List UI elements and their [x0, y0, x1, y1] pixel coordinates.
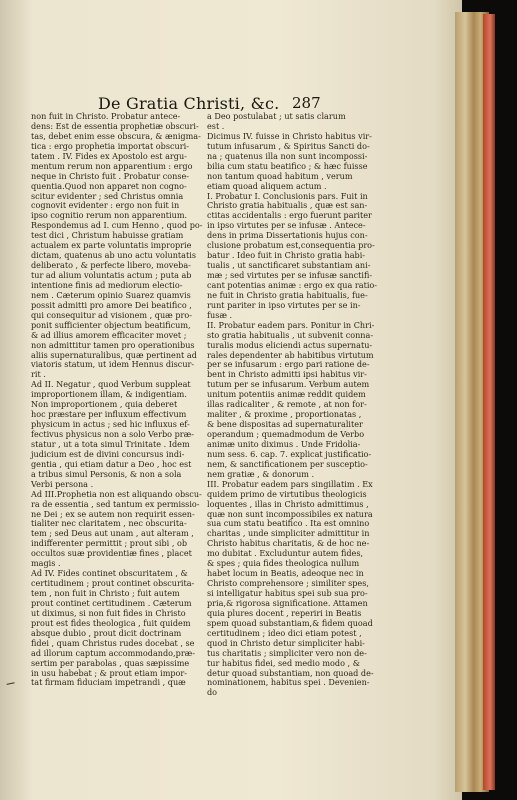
- text-line: dens in prima Dissertationis hujus con-: [207, 230, 368, 241]
- text-line: unitum potentiis animæ reddit quidem: [207, 389, 366, 400]
- text-line: nem . Cæterum opinio Suarez quamvis: [31, 289, 191, 300]
- text-line: batur . Ideo fuit in Christo gratia habi-: [207, 250, 366, 261]
- text-line: nominationem, habitus spei . Devenien-: [207, 677, 370, 688]
- text-line: cant potentias animæ : ergo ex qua ratio-: [207, 279, 378, 290]
- text-line: & bene dispositas ad supernaturaliter: [207, 419, 363, 430]
- text-line: Ad II. Negatur , quod Verbum suppleat: [31, 379, 191, 390]
- text-line: absque dubio , prout dicit doctrinam: [31, 627, 182, 638]
- text-line: tur ad alium voluntatis actum ; puta ab: [31, 270, 192, 280]
- text-line: na ; quatenus illa non sunt incompossi-: [207, 150, 368, 161]
- text-line: tualis , ut sanctificaret substantiam ani-: [207, 260, 371, 271]
- text-line: loquentes , illas in Christo admittimus ,: [207, 498, 369, 509]
- text-line: tutum infusarum , & Spiritus Sancti do-: [207, 140, 370, 151]
- text-line: nem, & sanctificationem per susceptio-: [207, 458, 368, 469]
- text-line: ipso cognitio rerum non apparentium.: [31, 210, 188, 221]
- text-line: ut diximus, si non fuit fides in Christo: [31, 607, 186, 618]
- page-number: 287: [292, 94, 321, 112]
- text-line: Ad III.Prophetia non est aliquando obscu-: [31, 488, 202, 499]
- text-line: fusæ .: [207, 309, 233, 320]
- text-line: operandum ; quemadmodum de Verbo: [207, 429, 365, 439]
- red-edge-gilding: [483, 14, 495, 790]
- text-line: actualem ex parte voluntatis improprie: [31, 240, 192, 251]
- text-line: bilia cum statu beatifico ; & hæc fuisse: [207, 160, 368, 171]
- text-line: prout continet certitudinem . Cæterum: [31, 597, 192, 608]
- text-line: aliis supernaturalibus, quæ pertinent ad: [31, 349, 197, 360]
- text-line: bent in Christo admitti ipsi habitus vir-: [207, 369, 367, 380]
- text-line: Christo gratia habitualis , quæ est san-: [207, 200, 368, 211]
- text-column-left: [31, 111, 203, 688]
- text-line: clusione probatum est,consequentia pro-: [207, 240, 375, 251]
- text-line: certitudinem ; ideo dici etiam potest ,: [207, 627, 362, 638]
- text-line: tem ; sed Deus aut unam , aut alteram ,: [31, 528, 194, 539]
- text-line: fectivus physicus non a solo Verbo præ-: [31, 429, 194, 439]
- text-line: & ad illius amorem efficaciter movet ;: [31, 329, 187, 340]
- text-line: certitudinem ; prout continet obscurita-: [31, 578, 195, 589]
- text-line: Christo comprehensore ; similiter spes,: [207, 578, 369, 589]
- text-line: occultos suæ providentiæ fines , placet: [31, 548, 192, 559]
- text-line: indifferenter permittit ; prout sibi , ob: [31, 538, 188, 549]
- text-line: Dicimus IV. fuisse in Christo habitus vir-: [207, 130, 372, 141]
- text-line: habet locum in Beatis, adeoque nec in: [207, 568, 364, 579]
- text-line: fidei , quam Christus rudes docebat , se: [31, 637, 195, 648]
- text-line: ne fuit in Christo gratia habitualis, fue-: [207, 289, 368, 300]
- text-line: quidem primo de virtutibus theologicis: [207, 488, 367, 499]
- text-line: sto gratia habitualis , ut subvenit conna-: [207, 329, 374, 340]
- text-line: do: [207, 687, 218, 698]
- text-line: ctitas accidentalis : ergo fuerunt pariter: [207, 210, 372, 221]
- text-line: hoc præstare per influxum effectivum: [31, 409, 187, 420]
- text-line: non tantum quoad habitum , verum: [207, 170, 353, 181]
- text-line: ne Dei ; ex se autem non requirit essen-: [31, 508, 195, 519]
- text-line: dens: Est de essentia prophetiæ obscuri-: [31, 120, 199, 131]
- text-line: tialiter nec claritatem , nec obscurita-: [31, 518, 187, 529]
- text-line: statur , ut a tota simul Trinitate . Idem: [31, 438, 190, 449]
- text-line: per se infusarum : ergo pari ratione de-: [207, 359, 370, 370]
- text-line: cognovit evidenter : ergo non fuit in: [31, 200, 180, 211]
- text-line: non admittitur tamen pro operationibus: [31, 339, 195, 350]
- text-line: quia plures docent , reperiri in Beatis: [207, 607, 362, 618]
- text-line: charitas , unde simpliciter admittitur in: [207, 528, 370, 539]
- text-line: intentione finis ad mediorum electio-: [31, 279, 183, 290]
- text-line: in ipso virtutes per se infusæ . Antece-: [207, 220, 366, 231]
- text-line: tat firmam fiduciam impetrandi , quæ: [31, 677, 186, 688]
- text-line: maliter , & proxime , proportionatas ,: [207, 409, 362, 420]
- text-line: non fuit in Christo. Probatur antece-: [31, 111, 181, 121]
- text-line: detur quoad substantiam, non quoad de-: [207, 667, 374, 678]
- text-line: Verbi persona .: [31, 478, 94, 489]
- text-line: turalis modus eliciendi actus supernatu-: [207, 339, 373, 350]
- text-line: a tribus simul Personis, & non a sola: [31, 468, 182, 479]
- text-line: illas radicaliter , & remote , at non for-: [207, 399, 367, 410]
- text-line: a Deo postulabat ; ut satis clarum: [207, 111, 346, 121]
- text-line: possit admitti pro amore Dei beatifico ,: [31, 299, 192, 310]
- text-line: est .: [207, 120, 225, 131]
- text-line: quod in Christo detur simpliciter habi-: [207, 637, 365, 648]
- text-line: gentia , qui etiam datur a Deo , hoc est: [31, 458, 192, 469]
- text-line: magis .: [31, 558, 61, 569]
- text-line: ad illorum captum accommodando,præ-: [31, 647, 196, 658]
- text-line: III. Probatur eadem pars singillatim . Ex: [207, 478, 373, 489]
- text-line: mentum rerum non apparentium : ergo: [31, 160, 193, 171]
- text-line: num sess. 6. cap. 7. explicat justificatio-: [207, 448, 372, 459]
- text-line: runt pariter in ipso virtutes per se in-: [207, 299, 361, 310]
- text-line: tatem . IV. Fides ex Apostolo est argu-: [31, 150, 187, 161]
- text-line: nem gratiæ , & donorum .: [207, 468, 315, 479]
- text-line: physicum in actus ; sed hic influxus ef-: [31, 419, 190, 430]
- text-line: sua cum statu beatifico . Ita est omnino: [207, 518, 370, 529]
- text-line: tur habitus fidei, sed medio modo , &: [207, 657, 360, 668]
- text-line: judicium est de divini concursus indi-: [31, 448, 185, 459]
- text-column-right: [207, 112, 377, 698]
- text-line: animæ unito diximus . Unde Fridolia-: [207, 438, 361, 449]
- text-line: & spes ; quia fides theologica nullum: [207, 558, 360, 569]
- text-line: tem , non fuit in Christo ; fuit autem: [31, 588, 180, 598]
- text-line: quæ non sunt incompossibiles ex natura: [207, 508, 373, 519]
- text-line: quentia.Quod non apparet non cogno-: [31, 180, 187, 191]
- text-line: viatoris statum, ut idem Hennus discur-: [31, 359, 195, 370]
- text-line: pria,& rigorosa significatione. Attamen: [207, 597, 368, 608]
- text-line: scitur evidenter ; sed Christus omnia: [31, 190, 184, 201]
- text-line: rales dependenter ab habitibus virtutum: [207, 349, 374, 360]
- text-line: Respondemus ad I. cum Henno , quod po-: [31, 220, 203, 231]
- text-line: ra de essentia , sed tantum ex permissio-: [31, 498, 200, 509]
- text-line: qui consequitur ad visionem , quæ pro-: [31, 309, 192, 320]
- text-line: Christo habitus charitatis, & de hoc ne-: [207, 538, 370, 549]
- text-line: Ad IV. Fides continet obscuritatem , &: [31, 568, 188, 579]
- text-line: tas, debet enim esse obscura, & ænigma-: [31, 130, 201, 141]
- running-title: De Gratia Christi, &c.: [98, 94, 280, 113]
- text-line: si intelligatur habitus spei sub sua pro-: [207, 588, 368, 598]
- text-line: improportionem illam, & indigentiam.: [31, 389, 187, 400]
- text-line: sertim per parabolas , quas sæpissime: [31, 657, 190, 668]
- text-line: deliberato , & perfecte libero, moveba-: [31, 260, 191, 271]
- text-line: I. Probatur I. Conclusionis pars. Fuit in: [207, 190, 368, 201]
- text-line: test dici , Christum habuisse gratiam: [31, 230, 184, 241]
- text-line: neque in Christo fuit . Probatur conse-: [31, 170, 190, 181]
- text-line: spem quoad substantiam,& fidem quoad: [207, 617, 373, 628]
- text-line: tica : ergo prophetia importat obscuri-: [31, 140, 189, 151]
- text-line: II. Probatur eadem pars. Ponitur in Chri-: [207, 319, 375, 330]
- text-line: ponit sufficienter objectum beatificum,: [31, 319, 191, 330]
- text-line: mo dubitat . Excluduntur autem fides,: [207, 548, 364, 559]
- text-line: prout est fides theologica , fuit quidem: [31, 617, 191, 628]
- text-line: etiam quoad aliquem actum .: [207, 180, 327, 191]
- text-line: dictam, quatenus ab uno actu voluntatis: [31, 250, 196, 261]
- text-line: tus charitatis ; simpliciter vero non de-: [207, 647, 367, 658]
- text-line: Non improportionem , quia deberet: [31, 399, 178, 410]
- text-line: mæ ; sed virtutes per se infusæ sanctifi-: [207, 270, 373, 280]
- text-line: in usu habebat ; & prout etiam impor-: [31, 667, 188, 678]
- text-line: tutum per se infusarum. Verbum autem: [207, 379, 370, 390]
- text-line: rit .: [31, 369, 46, 380]
